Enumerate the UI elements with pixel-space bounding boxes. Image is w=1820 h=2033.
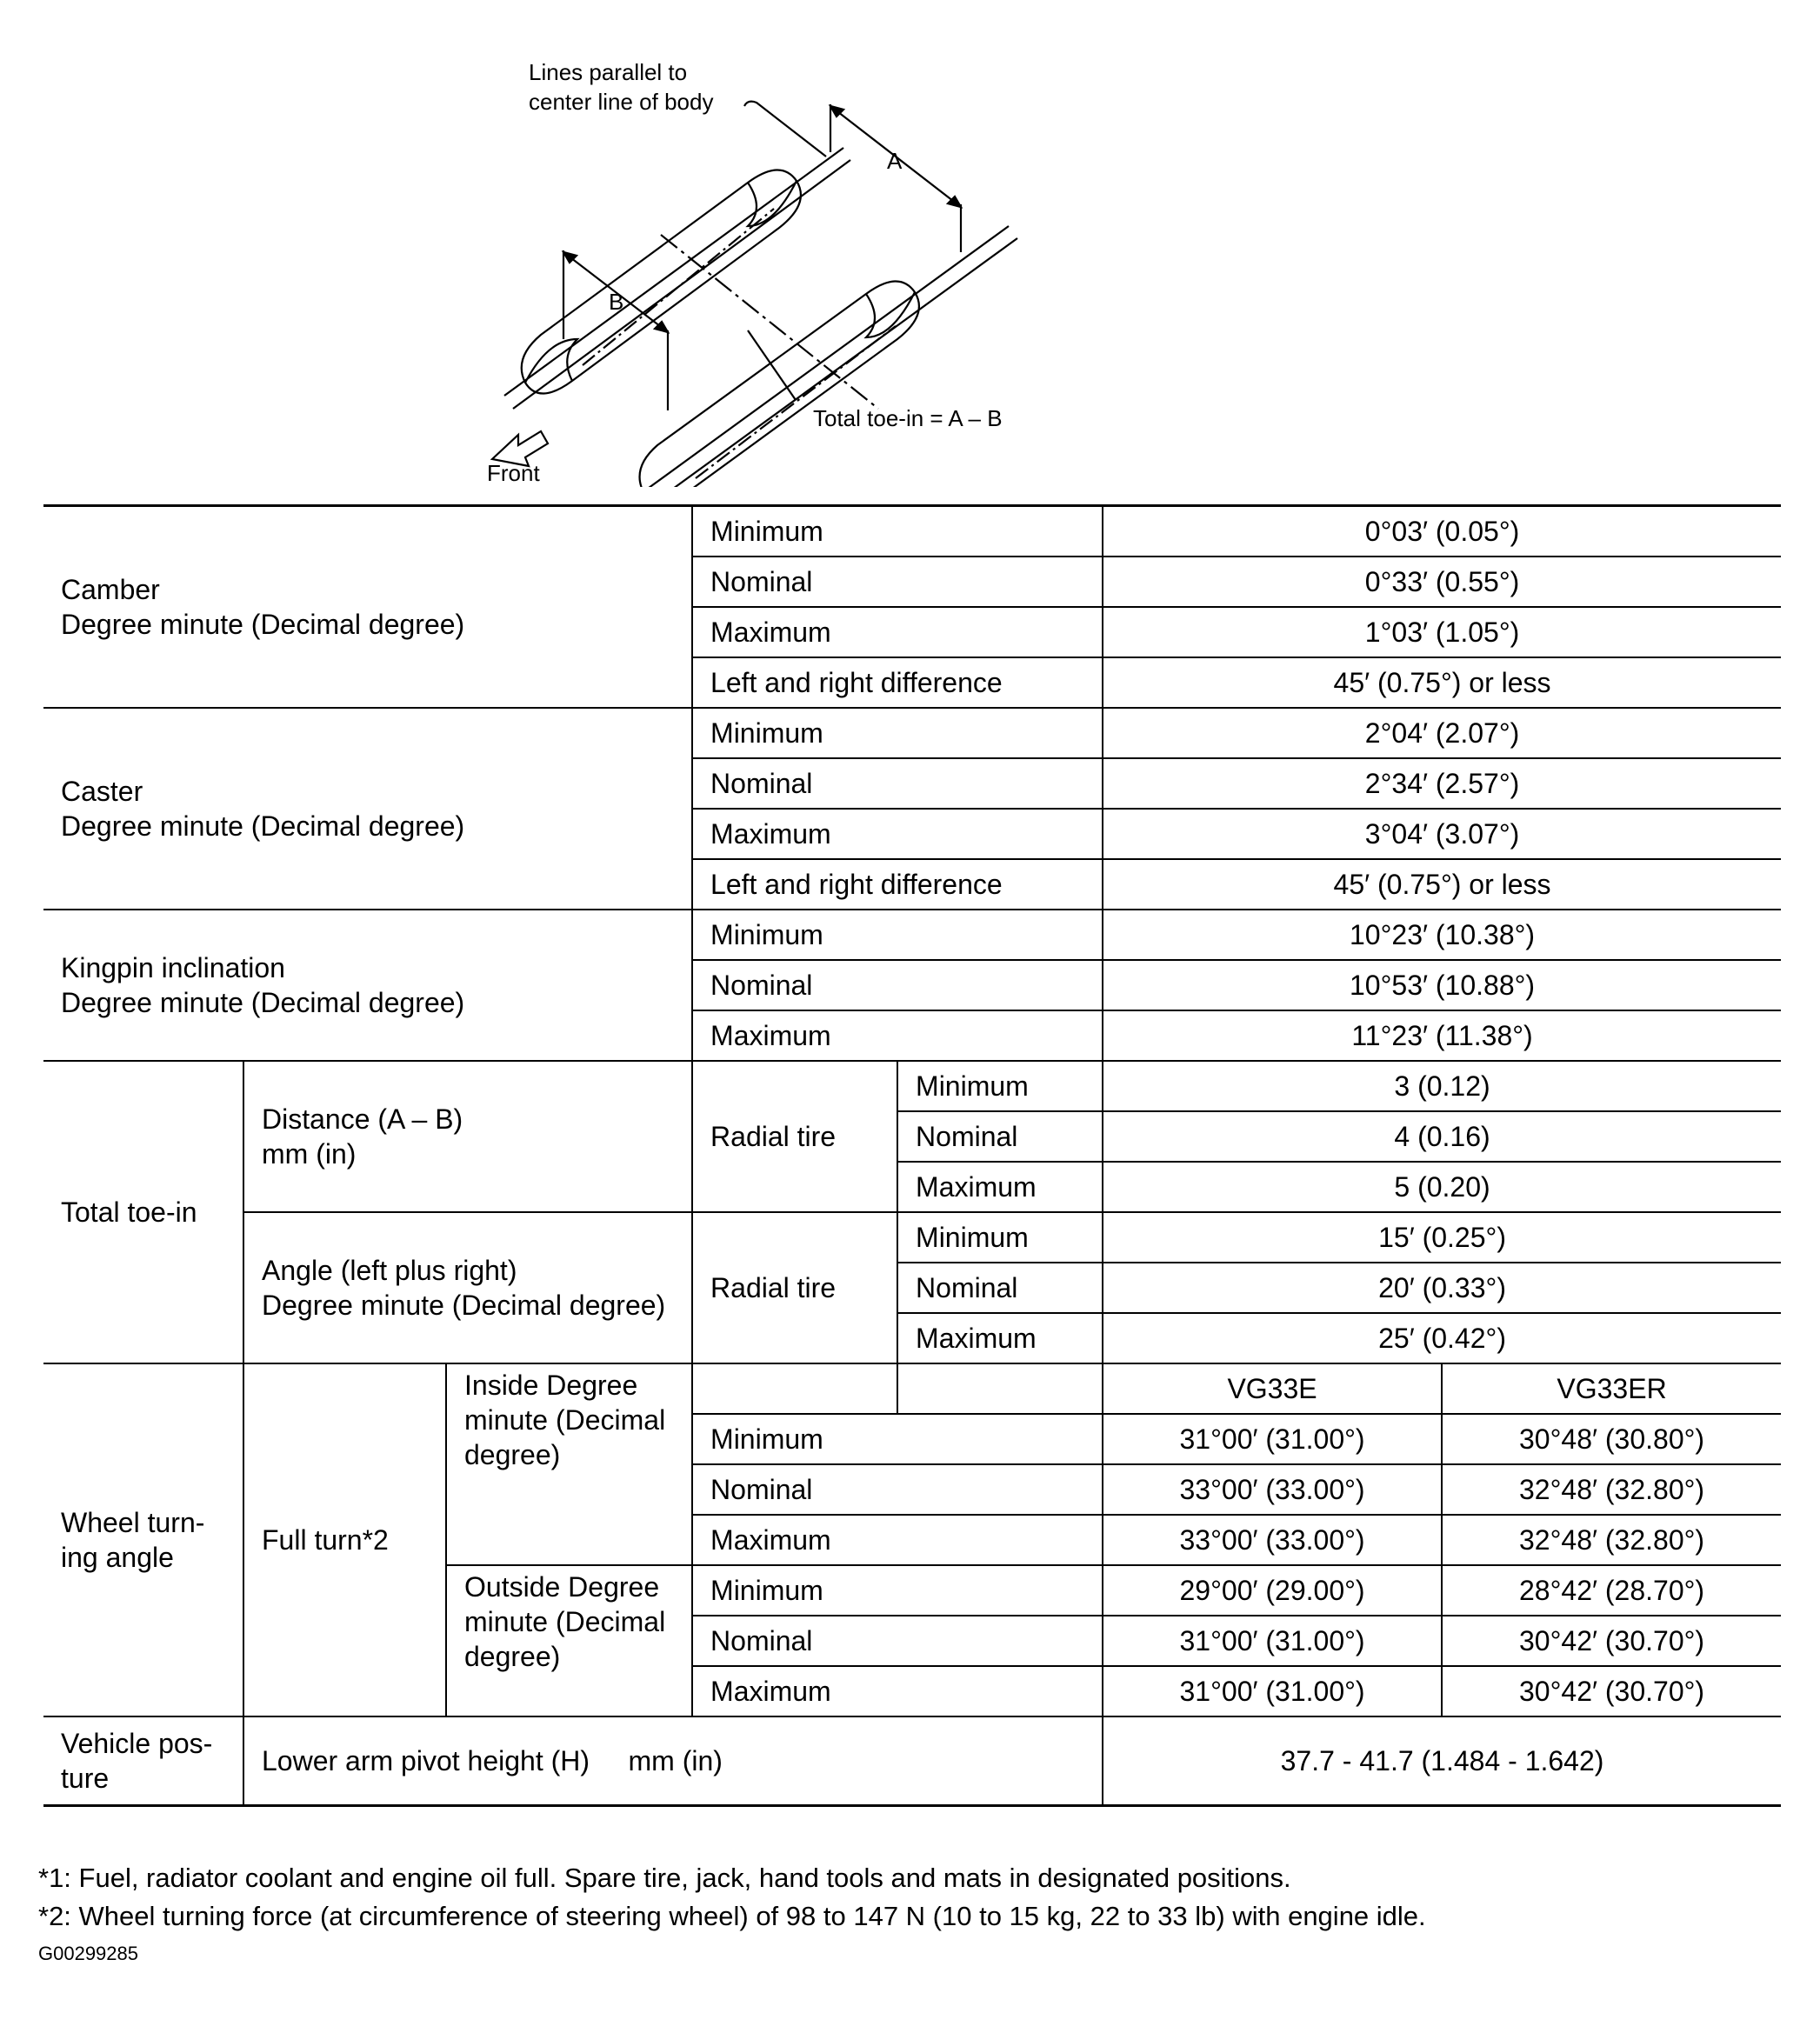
footnotes <box>38 1859 1426 1936</box>
toe-in-diagram <box>487 52 1096 487</box>
camber-label: Maximum <box>692 607 1103 657</box>
caster-label: Maximum <box>692 809 1103 859</box>
wheel-col-vg33e: VG33E <box>1103 1363 1442 1414</box>
label-center-line: center line of body <box>529 89 714 115</box>
caster-value: 45′ (0.75°) or less <box>1103 859 1781 910</box>
camber-value: 0°33′ (0.55°) <box>1103 557 1781 607</box>
camber-label: Left and right difference <box>692 657 1103 708</box>
toe-angle-label: Angle (left plus right) <box>262 1255 517 1286</box>
toe-label: Maximum <box>897 1313 1103 1363</box>
toe-value: 4 (0.16) <box>1103 1111 1781 1162</box>
toe-row <box>43 1061 1781 1111</box>
camber-value: 45′ (0.75°) or less <box>1103 657 1781 708</box>
toe-value: 15′ (0.25°) <box>1103 1212 1781 1263</box>
leader-line <box>748 330 796 400</box>
wheel-label: Minimum <box>692 1565 1103 1616</box>
footnote-1: *1: Fuel, radiator coolant and engine oil full. Spare tire, jack, hand tools and mats in designated positions. <box>38 1863 1291 1893</box>
kingpin-row <box>43 910 1781 960</box>
toe-value: 25′ (0.42°) <box>1103 1313 1781 1363</box>
wheel-col-vg33er: VG33ER <box>1442 1363 1781 1414</box>
kingpin-cell <box>43 910 692 1061</box>
wheel-value-vg33er: 32°48′ (32.80°) <box>1442 1515 1781 1565</box>
wheel-value-vg33er: 30°42′ (30.70°) <box>1442 1666 1781 1716</box>
camber-title: Camber <box>61 574 160 605</box>
caster-unit: Degree minute (Decimal degree) <box>61 810 465 842</box>
parallel-line <box>504 148 843 396</box>
toe-value: 5 (0.20) <box>1103 1162 1781 1212</box>
wheel-value-vg33e: 29°00′ (29.00°) <box>1103 1565 1442 1616</box>
toe-distance-cell <box>243 1061 692 1212</box>
posture-title: Vehicle pos-ture <box>43 1716 243 1806</box>
camber-label: Minimum <box>692 506 1103 557</box>
kingpin-value: 10°23′ (10.38°) <box>1103 910 1781 960</box>
caster-row <box>43 708 1781 758</box>
caster-title: Caster <box>61 776 143 807</box>
camber-unit: Degree minute (Decimal degree) <box>61 609 465 640</box>
label-total-toe-in: Total toe-in = A – B <box>813 405 1003 431</box>
toe-label: Minimum <box>897 1061 1103 1111</box>
footnote-2: *2: Wheel turning force (at circumference of steering wheel) of 98 to 147 N (10 to 15 kg, 22 to 33 lb) with engine idle. <box>38 1901 1426 1931</box>
toe-label: Nominal <box>897 1263 1103 1313</box>
label-lines-parallel: Lines parallel to <box>529 59 688 85</box>
caster-value: 3°04′ (3.07°) <box>1103 809 1781 859</box>
alignment-spec-table <box>43 504 1781 1807</box>
wheel-value-vg33e: 33°00′ (33.00°) <box>1103 1515 1442 1565</box>
kingpin-label: Nominal <box>692 960 1103 1010</box>
wheel-label: Nominal <box>692 1464 1103 1515</box>
wheel-value-vg33e: 31°00′ (31.00°) <box>1103 1414 1442 1464</box>
wheel-header-row <box>43 1363 1781 1414</box>
toe-tire-type: Radial tire <box>692 1212 897 1363</box>
kingpin-title: Kingpin inclination <box>61 952 285 983</box>
caster-value: 2°34′ (2.57°) <box>1103 758 1781 809</box>
center-line <box>661 235 878 409</box>
caster-label: Minimum <box>692 708 1103 758</box>
toe-label: Minimum <box>897 1212 1103 1263</box>
posture-value: 37.7 - 41.7 (1.484 - 1.642) <box>1103 1716 1781 1806</box>
posture-label: Lower arm pivot height (H) mm (in) <box>243 1716 1103 1806</box>
camber-label: Nominal <box>692 557 1103 607</box>
wheel-value-vg33e: 31°00′ (31.00°) <box>1103 1666 1442 1716</box>
camber-value: 0°03′ (0.05°) <box>1103 506 1781 557</box>
wheel-label: Minimum <box>692 1414 1103 1464</box>
wheel-label: Nominal <box>692 1616 1103 1666</box>
camber-cell <box>43 506 692 709</box>
figure-code: G00299285 <box>38 1943 138 1964</box>
wheel-header-blank <box>897 1363 1103 1414</box>
caster-label: Left and right difference <box>692 859 1103 910</box>
wheel-value-vg33er: 28°42′ (28.70°) <box>1442 1565 1781 1616</box>
kingpin-unit: Degree minute (Decimal degree) <box>61 987 465 1018</box>
wheel-title: Wheel turn-ing angle <box>43 1363 243 1716</box>
toe-value: 20′ (0.33°) <box>1103 1263 1781 1313</box>
wheel-value-vg33er: 30°48′ (30.80°) <box>1442 1414 1781 1464</box>
toe-row <box>43 1212 1781 1263</box>
camber-row <box>43 506 1781 557</box>
wheel-value-vg33e: 33°00′ (33.00°) <box>1103 1464 1442 1515</box>
camber-value: 1°03′ (1.05°) <box>1103 607 1781 657</box>
toe-title: Total toe-in <box>43 1061 243 1363</box>
toe-angle-cell <box>243 1212 692 1363</box>
wheel-label: Maximum <box>692 1666 1103 1716</box>
kingpin-value: 11°23′ (11.38°) <box>1103 1010 1781 1061</box>
toe-distance-unit: mm (in) <box>262 1138 357 1170</box>
caster-value: 2°04′ (2.07°) <box>1103 708 1781 758</box>
wheel-header-blank <box>692 1363 897 1414</box>
wheel-inside-label: Inside Degree minute (Decimal degree) <box>446 1363 692 1565</box>
kingpin-label: Minimum <box>692 910 1103 960</box>
posture-row <box>43 1716 1781 1806</box>
wheel-label: Maximum <box>692 1515 1103 1565</box>
right-tire-outline <box>640 281 919 487</box>
caster-label: Nominal <box>692 758 1103 809</box>
toe-angle-unit: Degree minute (Decimal degree) <box>262 1290 666 1321</box>
kingpin-label: Maximum <box>692 1010 1103 1061</box>
wheel-value-vg33er: 32°48′ (32.80°) <box>1442 1464 1781 1515</box>
leader-line <box>744 102 826 157</box>
wheel-outside-label: Outside Degree minute (Decimal degree) <box>446 1565 692 1716</box>
toe-distance-label: Distance (A – B) <box>262 1103 463 1135</box>
toe-value: 3 (0.12) <box>1103 1061 1781 1111</box>
label-a: A <box>887 148 903 174</box>
toe-label: Nominal <box>897 1111 1103 1162</box>
toe-label: Maximum <box>897 1162 1103 1212</box>
wheel-full-turn: Full turn*2 <box>243 1363 446 1716</box>
toe-tire-type: Radial tire <box>692 1061 897 1212</box>
kingpin-value: 10°53′ (10.88°) <box>1103 960 1781 1010</box>
caster-cell <box>43 708 692 910</box>
label-front: Front <box>487 460 540 486</box>
wheel-value-vg33e: 31°00′ (31.00°) <box>1103 1616 1442 1666</box>
wheel-value-vg33er: 30°42′ (30.70°) <box>1442 1616 1781 1666</box>
label-b: B <box>609 289 624 315</box>
